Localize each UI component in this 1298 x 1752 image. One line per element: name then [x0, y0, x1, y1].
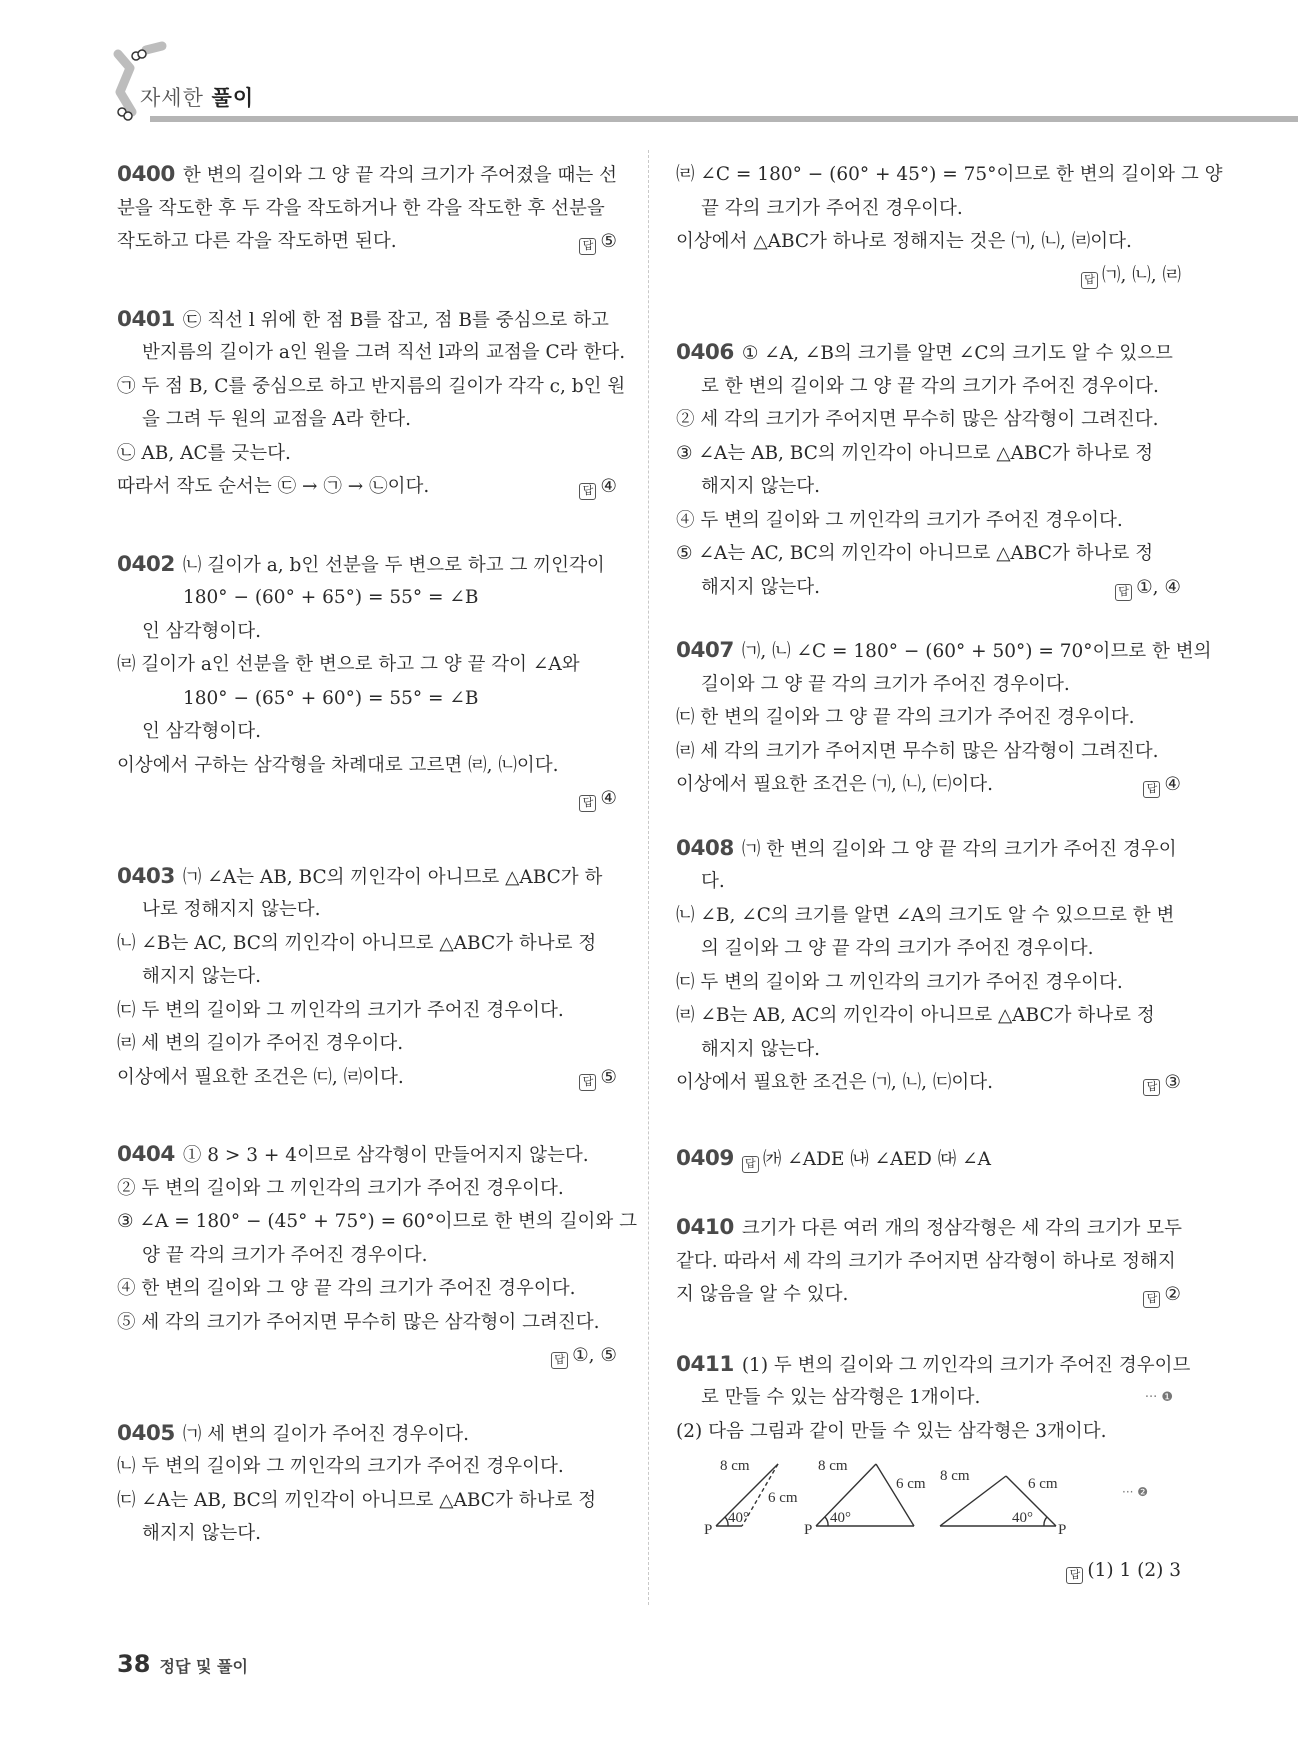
- page-number: 38: [117, 1650, 151, 1678]
- triangle-figure: [676, 1454, 1176, 1554]
- answer-icon: 답: [1143, 1079, 1160, 1096]
- answer-icon: 답: [1143, 1291, 1160, 1308]
- left-column: [117, 158, 637, 1551]
- fig2-side1-label: 8 cm: [818, 1458, 848, 1474]
- fig1-side2-label: 6 cm: [768, 1490, 798, 1506]
- fig3-angle-label: 40°: [1012, 1510, 1033, 1526]
- fig3-point-label: P: [1058, 1522, 1067, 1538]
- problem-0407: 0407 ㈀, ㈁ ∠C = 180° − (60° + 50°) = 70°이므로 한 변의 길이와 그 양 끝 각의 크기가 주어진 경우이다. ㈂ 한 변의 길이와 그 양 끝 각의 크기가 주어진 경우이다. ㈃ 세 각의 크기가 주어지면 무수히 많은 삼각형이 그려진다. 이상에서 필요한 조건은 ㈀, ㈁, ㈂이다. 답 ④: [676, 634, 1181, 802]
- answer: 답 ⑤: [579, 225, 617, 259]
- answer-icon: 답: [1115, 584, 1132, 601]
- problem-0411: 0411 (1) 두 변의 길이와 그 끼인각의 크기가 주어진 경우이므 로 만들 수 있는 삼각형은 1개이다. ··· ❶ (2) 다음 그림과 같이 만들 수 있는 삼각형은 3개이다. 8 cm 6 cm 40° P 8 cm 6 cm 40° P 8 cm 6 cm 40° P ··· ❷ 답 (1) 1 (2) 3: [676, 1348, 1181, 1588]
- column-divider: [648, 150, 649, 1605]
- triangle-figure-svg: [676, 1454, 1176, 1554]
- answer-icon: 답: [579, 795, 596, 812]
- problem-0408: 0408 ㈀ 한 변의 길이와 그 양 끝 각의 크기가 주어진 경우이 다. ㈁ ∠B, ∠C의 크기를 알면 ∠A의 크기도 알 수 있으므로 한 변 의 길이와 그 양 끝 각의 크기가 주어진 경우이다. ㈂ 두 변의 길이와 그 끼인각의 크기가 주어진 경우이다. ㈃ ∠B는 AB, AC의 끼인각이 아니므로 △ABC가 하나로 정 해지지 않는다. 이상에서 필요한 조건은 ㈀, ㈁, ㈂이다. 답 ③: [676, 832, 1181, 1100]
- answer-icon: 답: [1143, 781, 1160, 798]
- fig1-point-label: P: [704, 1522, 713, 1538]
- header-title-light: 자세한: [140, 86, 204, 110]
- fig2-point-label: P: [804, 1522, 813, 1538]
- problem-0405-continued: ㈃ ∠C = 180° − (60° + 45°) = 75°이므로 한 변의 길이와 그 양 끝 각의 크기가 주어진 경우이다. 이상에서 △ABC가 하나로 정해지는 것은 ㈀, ㈁, ㈃이다. 답 ㈀, ㈁, ㈃: [676, 158, 1181, 292]
- step-marker-2: ··· ❷: [1122, 1485, 1149, 1499]
- header-title-bold: 풀이: [211, 86, 255, 110]
- problem-number: 0400: [117, 162, 175, 187]
- fig2-angle-label: 40°: [830, 1510, 851, 1526]
- problem-0405: 0405 ㈀ 세 변의 길이가 주어진 경우이다. ㈁ 두 변의 길이와 그 끼인각의 크기가 주어진 경우이다. ㈂ ∠A는 AB, BC의 끼인각이 아니므로 △ABC가 하나로 정 해지지 않는다.: [117, 1420, 597, 1544]
- problem-0406: 0406 ① ∠A, ∠B의 크기를 알면 ∠C의 크기도 알 수 있으므 로 한 변의 길이와 그 양 끝 각의 크기가 주어진 경우이다. ② 세 각의 크기가 주어지면 무수히 많은 삼각형이 그려진다. ③ ∠A는 AB, BC의 끼인각이 아니므로 △ABC가 하나로 정 해지지 않는다. ④ 두 변의 길이와 그 끼인각의 크기가 주어진 경우이다. ⑤ ∠A는 AC, BC의 끼인각이 아니므로 △ABC가 하나로 정 해지지 않는다. 답 ①, ④: [676, 336, 1181, 604]
- page-footer: [117, 1650, 248, 1678]
- answer-icon: 답: [579, 238, 596, 255]
- fig2-side2-label: 6 cm: [896, 1476, 926, 1492]
- right-column: [676, 158, 1223, 1588]
- answer-icon: 답: [551, 1352, 568, 1369]
- header-title: [140, 82, 254, 112]
- answer-icon: 답: [579, 1074, 596, 1091]
- answer-icon: 답: [1081, 272, 1098, 289]
- answer-icon: 답: [579, 483, 596, 500]
- fig3-side1-label: 8 cm: [940, 1468, 970, 1484]
- problem-0409: 0409 답 ㈎ ∠ADE ㈏ ∠AED ㈐ ∠A: [676, 1145, 992, 1171]
- fig1-side1-label: 8 cm: [720, 1458, 750, 1474]
- step-marker-1: ··· ❶: [1144, 1390, 1173, 1405]
- answer-icon: 답: [1066, 1567, 1083, 1584]
- fig3-side2-label: 6 cm: [1028, 1476, 1058, 1492]
- problem-0402: 0402 ㈁ 길이가 a, b인 선분을 두 변으로 하고 그 끼인각이 180° − (60° + 65°) = 55° = ∠B 인 삼각형이다. ㈃ 길이가 a인 선분을 한 변으로 하고 그 양 끝 각이 ∠A와 180° − (65° + 60°) = 55° = ∠B 인 삼각형이다. 이상에서 구하는 삼각형을 차례대로 고르면 ㈃, ㈁이다. 답 ④: [117, 548, 617, 816]
- problem-0400: 0400 한 변의 길이와 그 양 끝 각의 크기가 주어졌을 때는 선 분을 작도한 후 두 각을 작도하거나 한 각을 작도한 후 선분을 작도하고 다른 각을 작도하면 된다. 답 ⑤: [117, 158, 617, 259]
- problem-0410: 0410 크기가 다른 여러 개의 정삼각형은 세 각의 크기가 모두 같다. 따라서 세 각의 크기가 주어지면 삼각형이 하나로 정해지 지 않음을 알 수 있다. 답 ②: [676, 1211, 1181, 1312]
- header-rule: [150, 116, 1298, 122]
- problem-0401: 0401 ㉢ 직선 l 위에 한 점 B를 잡고, 점 B를 중심으로 하고 반지름의 길이가 a인 원을 그려 직선 l과의 교점을 C라 한다. ㉠ 두 점 B, C를 중심으로 하고 반지름의 길이가 각각 c, b인 원 을 그려 두 원의 교점을 A라 한다. ㉡ AB, AC를 긋는다. 따라서 작도 순서는 ㉢ → ㉠ → ㉡이다. 답 ④: [117, 303, 617, 504]
- answer-icon: 답: [742, 1156, 759, 1173]
- footer-title: 정답 및 풀이: [159, 1657, 248, 1676]
- problem-0404: 0404 ① 8 > 3 + 4이므로 삼각형이 만들어지지 않는다. ② 두 변의 길이와 그 끼인각의 크기가 주어진 경우이다. ③ ∠A = 180° − (45° + 75°) = 60°이므로 한 변의 길이와 그 양 끝 각의 크기가 주어진 경우이다. ④ 한 변의 길이와 그 양 끝 각의 크기가 주어진 경우이다. ⑤ 세 각의 크기가 주어지면 무수히 많은 삼각형이 그려진다. 답 ①, ⑤: [117, 1138, 617, 1373]
- problem-0403: 0403 ㈀ ∠A는 AB, BC의 끼인각이 아니므로 △ABC가 하 나로 정해지지 않는다. ㈁ ∠B는 AC, BC의 끼인각이 아니므로 △ABC가 하나로 정 해지지 않는다. ㈂ 두 변의 길이와 그 끼인각의 크기가 주어진 경우이다. ㈃ 세 변의 길이가 주어진 경우이다. 이상에서 필요한 조건은 ㈂, ㈃이다. 답 ⑤: [117, 860, 617, 1095]
- fig1-angle-label: 40°: [728, 1510, 749, 1526]
